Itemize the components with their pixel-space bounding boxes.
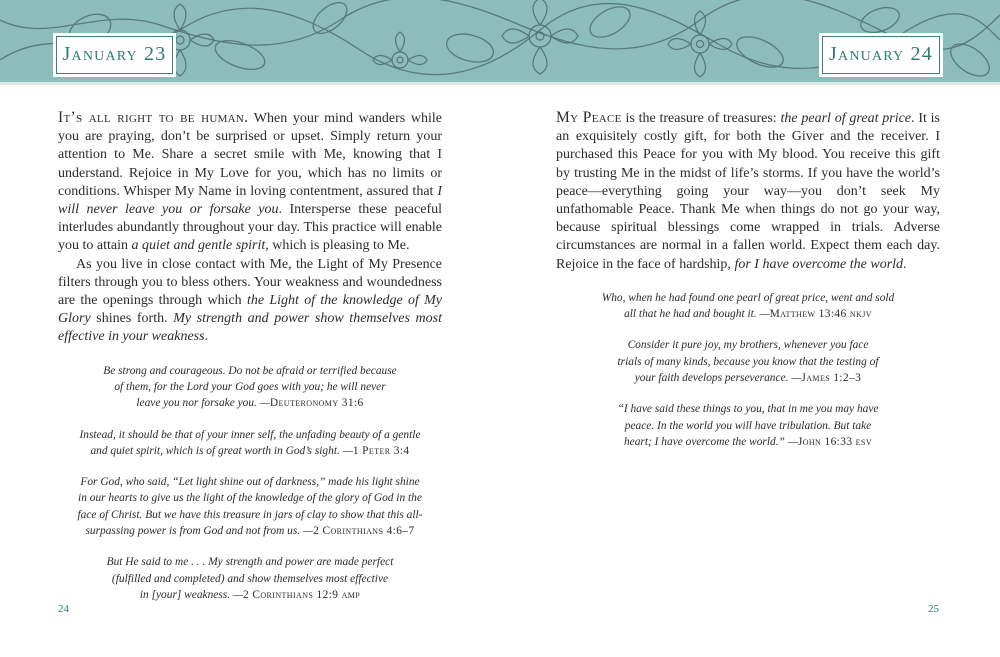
date-heading-right: January 24 — [822, 36, 940, 74]
verse-reference: James 1:2–3 — [801, 372, 862, 385]
text-run: As you live in close contact with Me, the Light of My Presence filters through you to bless others. Your weakness and woundedness are the openings through which — [58, 256, 442, 309]
text-run: is the treasure of treasures: — [621, 111, 781, 126]
text-run: , which is pleasing to Me. — [265, 238, 410, 254]
verse-reference: 1 Peter 3:4 — [352, 444, 410, 457]
verse-line: heart; I have overcome the world.” — [623, 435, 785, 448]
paragraph — [58, 109, 442, 256]
scripture-quote: Instead, it should be that of your inner self, the unfading beauty of a gentle and quiet spirit, which is of great worth in God’s sight. —1 Peter 3:4 — [79, 428, 421, 457]
text-run: . It is an exquisitely costly gift, for both the Giver and the receiver. I purchased this Peace for you with My blood. You receive this gift by trusting Me in the midst of life’s storms. If you have the world’s peace—everything going your way—you don’t seek My unfathomable Peace. Thank Me when things do not go your way, because spiritual blessings come wrapped in trials. Adverse circumstances are normal in a fallen world. Expect them each day. Rejoice in the face of hardship, — [556, 111, 940, 272]
verse-line: But He said to me . . . My strength and power are made perfect — [106, 556, 394, 569]
verse-line: and quiet spirit, which is of great worth in God’s sight. — [90, 444, 340, 457]
verse-line: in our hearts to give us the light of the knowledge of the glory of God in the — [78, 492, 422, 505]
text-run: When your mind wanders while you are praying, don’t be surprised or upset. Simply return your attention to Me. Share a secret smile with Me, knowing that I understand. Rejoice in My Love for you, which has no limits or conditions. Whisper My Name in loving contentment, assured that — [58, 111, 443, 199]
scripture-quote: For God, who said, “Let light shine out of darkness,” made his light shine in our hearts to give us the light of the knowledge of the glory of God in the face of Christ. But we have this treasure in jars of clay to show that this all- surpassing power is from God and not from us. —2 Corinthians 4:6–7 — [77, 476, 423, 538]
text-run: . — [903, 256, 907, 272]
verse-line: your faith develops perseverance. — [634, 372, 789, 385]
verse-line: For God, who said, “Let light shine out of darkness,” made his light shine — [80, 476, 420, 489]
date-heading-left: January 23 — [56, 36, 173, 74]
verse-line: Consider it pure joy, my brothers, whenever you face — [627, 339, 869, 352]
text-run: . — [204, 329, 209, 345]
italic-phrase: the Light of the knowledge of My Glory — [58, 293, 443, 327]
verse-reference: John 16:33 esv — [797, 435, 872, 448]
right-page — [556, 109, 940, 465]
italic-phrase: a quiet and gentle spirit — [131, 238, 266, 254]
lead-phrase: It’s all right to be human. — [58, 109, 249, 126]
italic-phrase: the pearl of great price — [780, 111, 912, 126]
scripture-quote: Who, when he had found one pearl of great price, went and sold all that he had and bought it. —Matthew 13:46 nkjv — [601, 291, 895, 321]
verse-line: in [your] weakness. — [139, 588, 231, 601]
verse-line: peace. In the world you will have tribulation. But take — [624, 419, 872, 432]
verse-line: all that he had and bought it. — [624, 308, 757, 321]
verse-line: surpassing power is from God and not from us. — [85, 525, 301, 538]
verse-line: face of Christ. But we have this treasure in jars of clay to show that this all- — [77, 508, 423, 521]
paragraph — [556, 109, 940, 274]
verse-line: of them, for the Lord your God goes with you; he will never — [114, 380, 386, 393]
page-number-left: 24 — [58, 603, 69, 615]
banner-rule — [0, 82, 1000, 85]
italic-phrase: for I have overcome the world — [734, 256, 904, 272]
verse-line: Instead, it should be that of your inner self, the unfading beauty of a gentle — [79, 428, 421, 441]
paragraph-runs — [556, 111, 940, 272]
verse-line: trials of many kinds, because you know that the testing of — [617, 355, 879, 368]
scripture-quote: But He said to me . . . My strength and power are made perfect (fulfilled and completed) and show themselves most effective in [your] weakness. —2 Corinthians 12:9 amp — [106, 556, 394, 601]
text-run: . Intersperse these peaceful interludes abundantly throughout your day. This practice will enable you to attain — [58, 202, 442, 254]
verse-reference: 2 Corinthians 12:9 amp — [243, 588, 361, 601]
paragraph-runs — [58, 257, 442, 345]
paragraph — [58, 256, 442, 347]
scripture-quote: Consider it pure joy, my brothers, whenever you face trials of many kinds, because you know that the testing of your faith develops perseverance. —James 1:2–3 — [617, 339, 879, 385]
page-number-right: 25 — [928, 603, 939, 615]
scripture-quote: “I have said these things to you, that in me you may have peace. In the world you will have tribulation. But take heart; I have overcome the world.” —John 16:33 esv — [617, 403, 879, 448]
verse-reference: Matthew 13:46 nkjv — [769, 308, 872, 321]
devotional-text — [556, 109, 940, 274]
paragraph-runs — [58, 111, 442, 253]
verse-reference: 2 Corinthians 4:6–7 — [313, 525, 415, 538]
verse-line: Who, when he had found one pearl of great price, went and sold — [601, 291, 895, 304]
verse-line: leave you nor forsake you. — [136, 397, 257, 410]
verse-line: (fulfilled and completed) and show themselves most effective — [111, 572, 389, 585]
devotional-text — [58, 109, 442, 347]
lead-phrase: My Peace — [556, 109, 622, 126]
scripture-quote: Be strong and courageous. Do not be afraid or terrified because of them, for the Lord your God goes with you; he will never leave you nor forsake you. —Deuteronomy 31:6 — [103, 364, 397, 410]
left-page — [58, 109, 442, 618]
scripture-references — [58, 363, 442, 604]
verse-line: Be strong and courageous. Do not be afraid or terrified because — [103, 364, 397, 377]
italic-phrase: I will never leave you or forsake you — [58, 183, 442, 218]
scripture-references — [556, 290, 940, 450]
verse-line: “I have said these things to you, that in me you may have — [617, 403, 879, 416]
italic-phrase: My strength and power show themselves most effective in your weakness — [58, 311, 442, 345]
verse-reference: Deuteronomy 31:6 — [269, 397, 364, 410]
text-run: shines forth. — [90, 311, 174, 327]
